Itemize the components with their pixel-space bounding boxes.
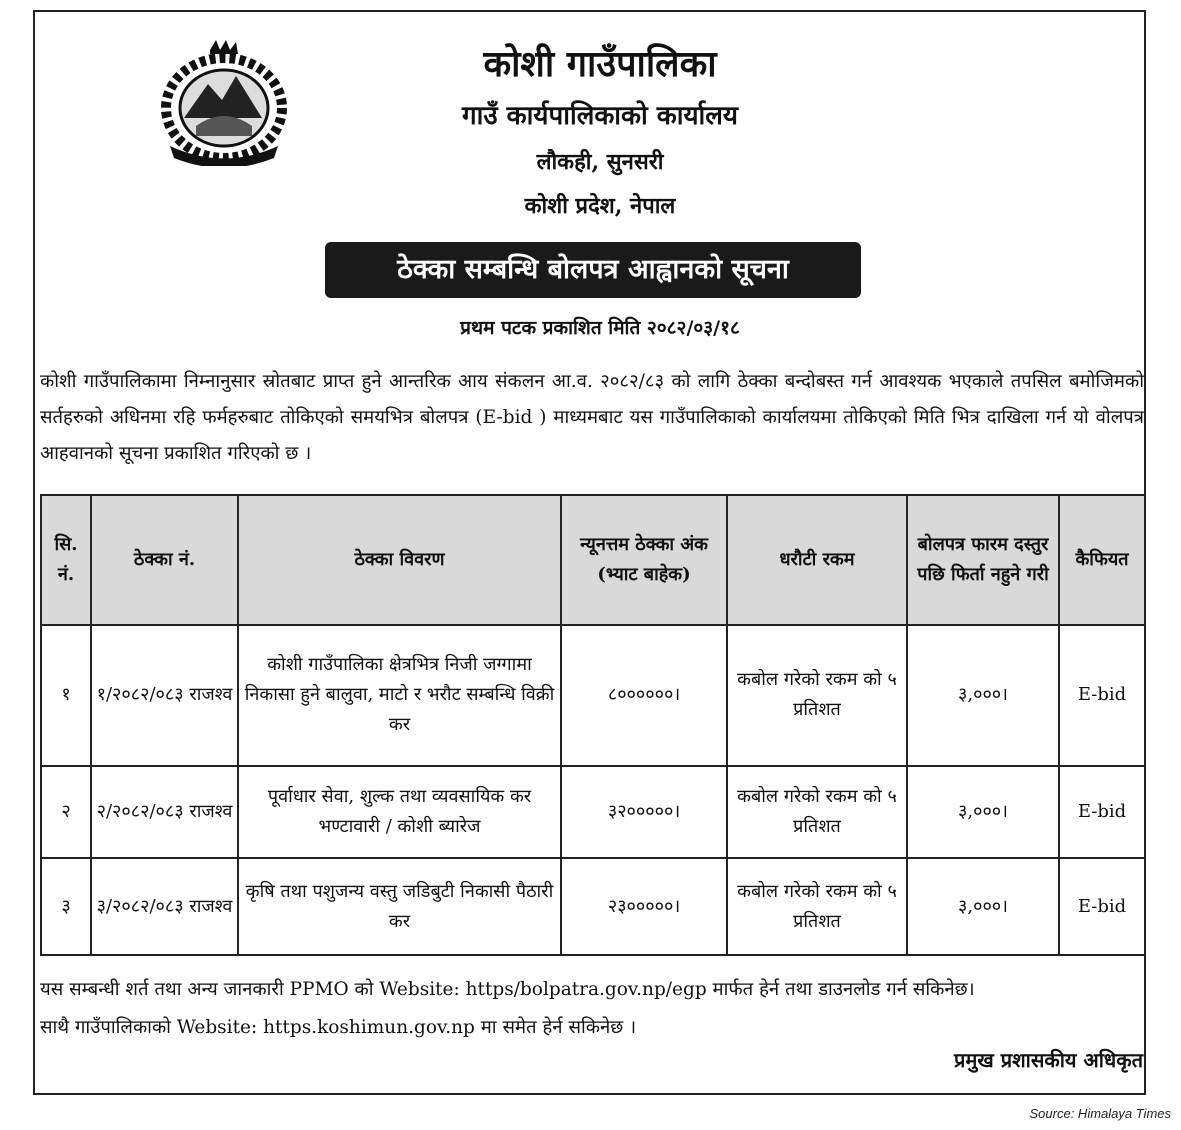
header-remarks: कैफियत [1059, 495, 1145, 625]
cell-deposit: कबोल गरेको रकम को ५ प्रतिशत [727, 625, 907, 766]
cell-contract-no: २/२०८२/०८३ राजश्व [91, 766, 238, 859]
government-emblem-icon [150, 36, 298, 166]
header-min-amount: न्यूनत्तम ठेक्का अंक (भ्याट बाहेक) [561, 495, 727, 625]
office-address: लौकही, सुनसरी [536, 149, 664, 175]
cell-contract-no: १/२०८२/०८३ राजश्व [91, 625, 238, 766]
header-form-fee: बोलपत्र फारम दस्तुर पछि फिर्ता नहुने गरी [907, 495, 1059, 625]
org-name: कोशी गाउँपालिका [483, 43, 717, 85]
header-sn: सि. नं. [41, 495, 91, 625]
cell-min-amount: ८००००००। [561, 625, 727, 766]
cell-deposit: कबोल गरेको रकम को ५ प्रतिशत [727, 858, 907, 955]
cell-sn: १ [41, 625, 91, 766]
table-row [41, 625, 1145, 766]
table-row [41, 766, 1145, 859]
tender-table [40, 494, 1146, 956]
footer-line-ppmo: यस सम्बन्धी शर्त तथा अन्य जानकारी PPMO को Website: https/bolpatra.gov.np/egp मार्फत हेर्न तथा डाउनलोड गर्न सकिनेछ। [40, 979, 975, 1000]
header-description: ठेक्का विवरण [238, 495, 561, 625]
cell-remarks: E-bid [1059, 625, 1145, 766]
cell-sn: २ [41, 766, 91, 859]
cell-form-fee: ३,०००। [907, 766, 1059, 859]
header-deposit: धरौटी रकम [727, 495, 907, 625]
cell-min-amount: ३२०००००। [561, 766, 727, 859]
footer-line-website: साथै गाउँपालिकाको Website: https.koshimun.gov.np मा समेत हेर्न सकिनेछ । [40, 1017, 637, 1038]
cell-sn: ३ [41, 858, 91, 955]
signatory: प्रमुख प्रशासकीय अधिकृत [954, 1048, 1143, 1072]
cell-form-fee: ३,०००। [907, 625, 1059, 766]
province-name: कोशी प्रदेश, नेपाल [524, 193, 676, 219]
cell-description: कोशी गाउँपालिका क्षेत्रभित्र निजी जग्गामा निकासा हुने बालुवा, माटो र भरौट सम्बन्धि विक्री कर [238, 625, 561, 766]
table-row [41, 858, 1145, 955]
cell-contract-no: ३/२०८२/०८३ राजश्व [91, 858, 238, 955]
publication-date: प्रथम पटक प्रकाशित मिति २०८२/०३/१८ [460, 317, 740, 339]
cell-remarks: E-bid [1059, 766, 1145, 859]
intro-paragraph: कोशी गाउँपालिकामा निम्नानुसार स्रोतबाट प्राप्त हुने आन्तरिक आय संकलन आ.व. २०८२/८३ को लागि ठेक्का बन्दोबस्त गर्न आवश्यक भएकाले तपसिल बमोजिमको सर्तहरुको अधिनमा रहि फर्महरुबाट तोकिएको समयभित्र बोलपत्र (E-bid ) माध्यमबाट यस गाउँपालिकाको कार्यालयमा तोकिएको मिति भित्र दाखिला गर्न यो वोलपत्र आहवानको सूचना प्रकाशित गरिएको छ । [40, 371, 1144, 464]
table-header-row [41, 495, 1145, 625]
header-contract-no: ठेक्का नं. [91, 495, 238, 625]
notice-title: ठेक्का सम्बन्धि बोलपत्र आह्वानको सूचना [325, 242, 861, 298]
cell-description: कृषि तथा पशुजन्य वस्तु जडिबुटी निकासी पैठारी कर [238, 858, 561, 955]
cell-description: पूर्वाधार सेवा, शुल्क तथा व्यवसायिक कर भण्टावारी / कोशी ब्यारेज [238, 766, 561, 859]
office-name: गाउँ कार्यपालिकाको कार्यालय [462, 101, 738, 131]
cell-remarks: E-bid [1059, 858, 1145, 955]
source-credit: Source: Himalaya Times [1029, 1106, 1171, 1121]
cell-min-amount: २३०००००। [561, 858, 727, 955]
cell-form-fee: ३,०००। [907, 858, 1059, 955]
cell-deposit: कबोल गरेको रकम को ५ प्रतिशत [727, 766, 907, 859]
